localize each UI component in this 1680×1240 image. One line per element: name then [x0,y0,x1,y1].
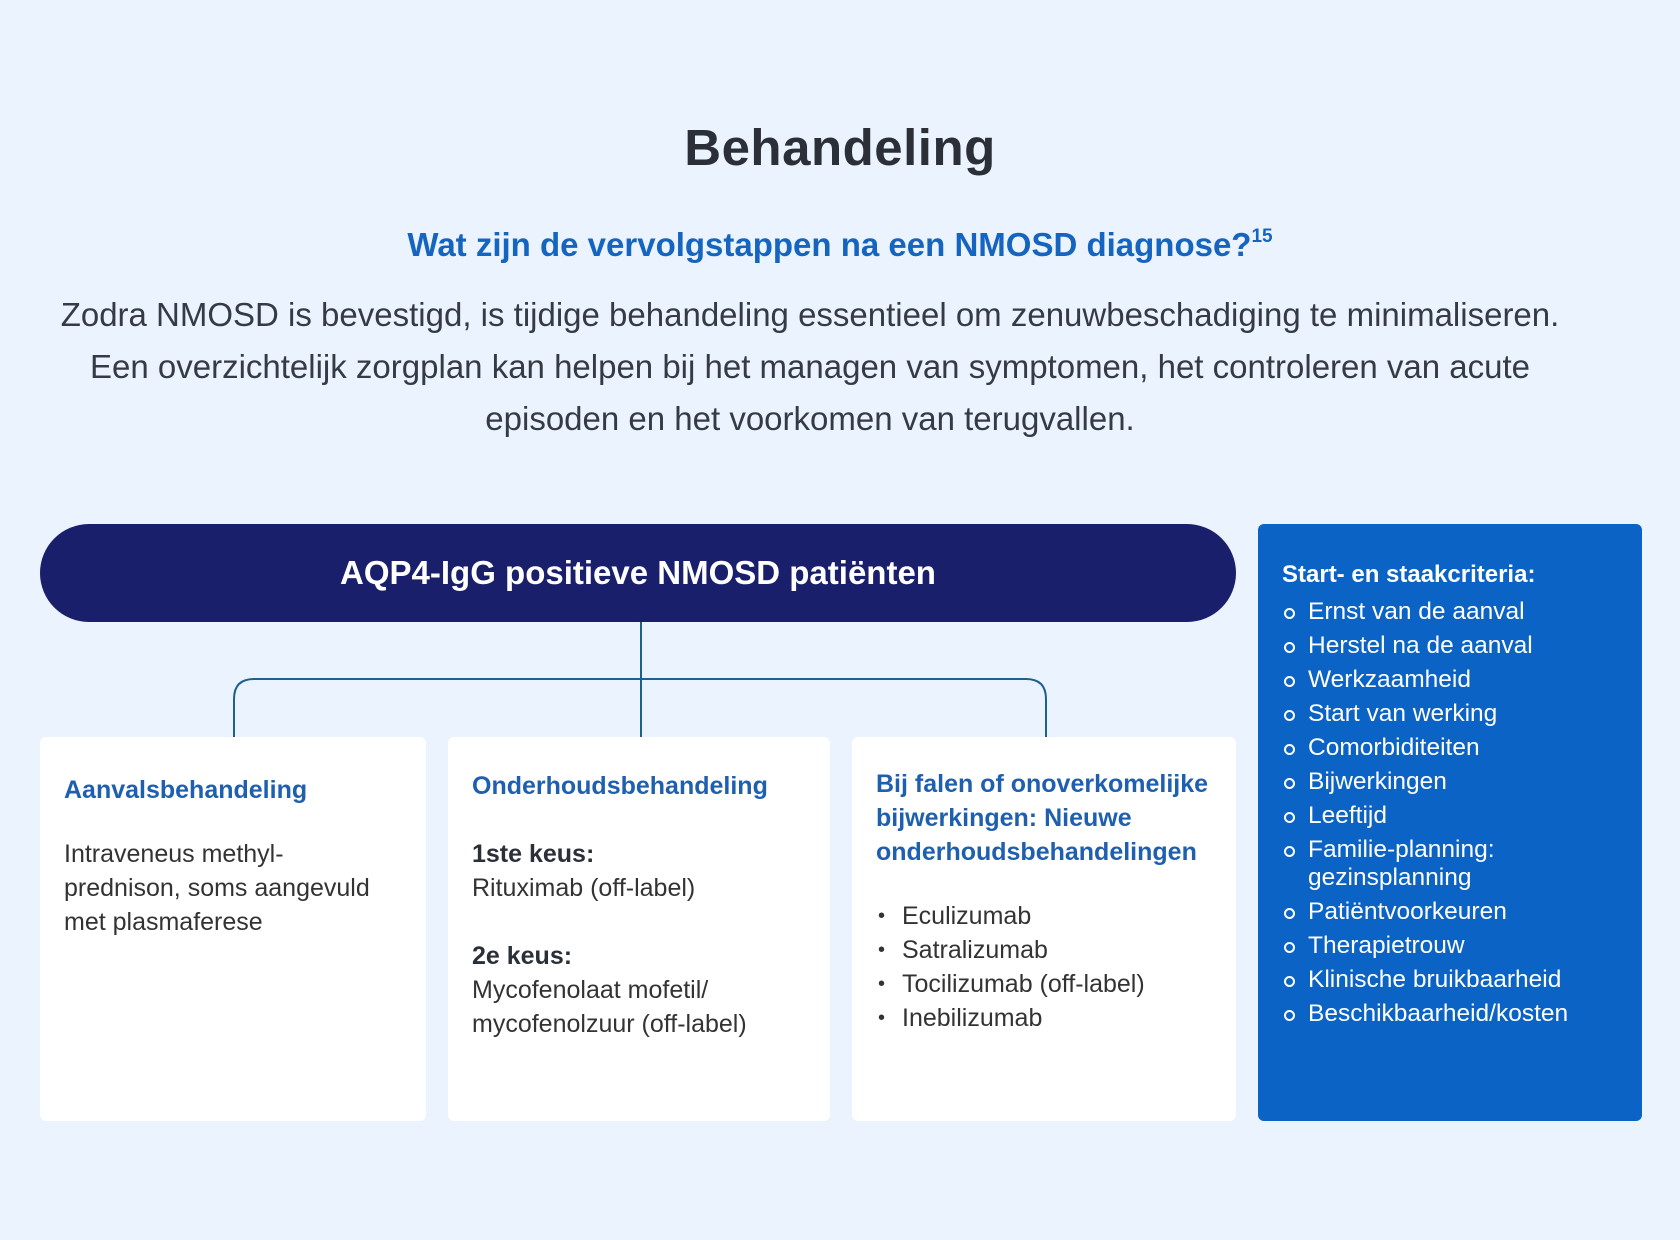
card-attack-heading: Aanvalsbehandeling [64,776,308,804]
card-new-maintenance [852,737,1236,1121]
list-item: Familie-planning: gezinsplanning [1282,836,1558,892]
criteria-list [1282,598,1618,1028]
connector-left-branch [234,679,641,737]
card-maintenance-treatment [448,737,830,1121]
list-item: • Eculizumab [876,899,1212,933]
list-item: Ernst van de aanval [1282,598,1618,626]
subtitle-reference: 15 [1251,226,1273,247]
list-item: Leeftijd [1282,802,1618,830]
second-choice-label: 2e keus: [472,942,573,970]
intro-paragraph: Zodra NMOSD is bevestigd, is tijdige behandeling essentieel om zenuwbeschadiging te minimaliseren. Een overzichtelijk zorgplan kan helpen bij het managen van symptomen, het controleren van acute episoden en het voorkomen van terugvallen. [60,296,1560,437]
list-item: Beschikbaarheid/kosten [1282,1000,1618,1028]
card-attack-treatment [40,737,426,1121]
subtitle-text: Wat zijn de vervolgstappen na een NMOSD diagnose? [407,226,1252,263]
connector-right-branch [641,679,1046,737]
list-item: • Satralizumab [876,933,1212,967]
list-item: Herstel na de aanval [1282,632,1618,660]
new-treatments-list [876,899,1212,1035]
list-item: Therapietrouw [1282,932,1618,960]
criteria-panel [1258,524,1642,1121]
list-item: • Tocilizumab (off-label) [876,967,1212,1001]
page-title: Behandeling [684,119,996,176]
criteria-heading: Start- en staakcriteria: [1282,561,1536,588]
card-maintenance-heading: Onderhoudsbehandeling [472,772,768,800]
second-choice-text: Mycofenolaat mofetil/ mycofenolzuur (off-label) [472,976,747,1038]
first-choice-text: Rituximab (off-label) [472,874,696,902]
list-item: Bijwerkingen [1282,768,1618,796]
list-item: Werkzaamheid [1282,666,1618,694]
list-item: Start van werking [1282,700,1618,728]
list-item: Klinische bruikbaarheid [1282,966,1618,994]
list-item: Comorbiditeiten [1282,734,1618,762]
list-item: • Inebilizumab [876,1001,1212,1035]
card-attack-text: Intraveneus methyl-prednison, soms aangevuld met plasmaferese [64,840,370,936]
card-new-maintenance-heading: Bij falen of onoverkomelijke bijwerkingen: Nieuwe onderhoudsbehandelingen [876,770,1209,866]
list-item: Patiëntvoorkeuren [1282,898,1618,926]
root-node-label: AQP4-IgG positieve NMOSD patiënten [340,554,936,591]
first-choice-label: 1ste keus: [472,840,595,868]
